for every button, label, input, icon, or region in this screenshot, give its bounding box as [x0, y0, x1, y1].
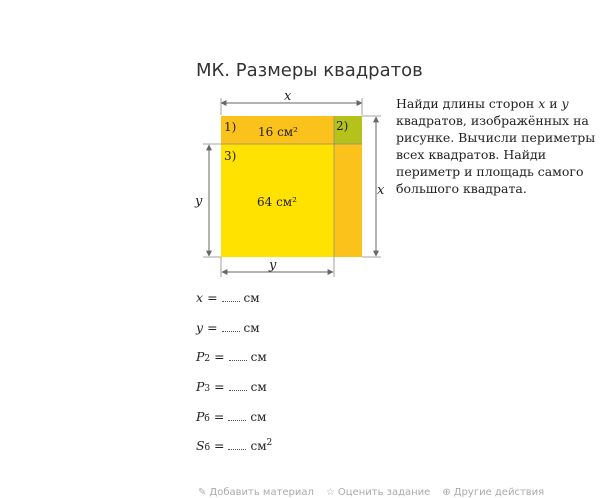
top-dimension-label: x	[284, 89, 292, 104]
square-3-number: 3)	[224, 149, 237, 163]
answer-row-y: y = см	[196, 320, 260, 335]
answer-row-p3: P $_3$ = см	[196, 379, 267, 394]
add-material-link[interactable]: ✎ Добавить материал	[198, 487, 314, 498]
star-icon: ☆	[325, 487, 335, 498]
left-dimension-label: y	[195, 194, 203, 209]
answer-row-sb: S $_б$ = $см^2$	[196, 438, 273, 453]
more-icon: ⊕	[442, 487, 451, 498]
answer-blank[interactable]	[228, 409, 246, 421]
answer-blank[interactable]	[222, 320, 240, 332]
square-1-area: 16 см²	[258, 125, 298, 139]
squares-figure	[190, 86, 390, 280]
answer-blank[interactable]	[228, 438, 246, 450]
answer-row-p2: P $_2$ = см	[196, 349, 267, 364]
square-1-number: 1)	[224, 120, 237, 134]
bottom-dimension-label: y	[269, 258, 277, 273]
square-3-area: 64 см²	[257, 195, 297, 209]
answer-blank[interactable]	[229, 379, 247, 391]
answer-blank[interactable]	[229, 349, 247, 361]
other-actions-link[interactable]: ⊕ Другие действия	[442, 487, 545, 498]
answer-blank[interactable]	[222, 290, 240, 302]
answer-row-pb: P $_б$ = см	[196, 409, 267, 424]
task-text: Найди длины сторон x и y квадратов, изображённых на рисунке. Вычисли периметры всех квадратов. Найди периметр и площадь самого большого квадрата.	[396, 96, 596, 196]
answer-row-x: x = см	[196, 290, 260, 305]
rate-task-link[interactable]: ☆ Оценить задание	[325, 487, 431, 498]
square-2-number: 2)	[336, 119, 349, 133]
page-title: МК. Размеры квадратов	[196, 60, 423, 81]
pencil-icon: ✎	[198, 487, 207, 498]
strip	[334, 144, 362, 257]
right-dimension-label: x	[377, 183, 385, 198]
footer-actions	[198, 487, 544, 498]
